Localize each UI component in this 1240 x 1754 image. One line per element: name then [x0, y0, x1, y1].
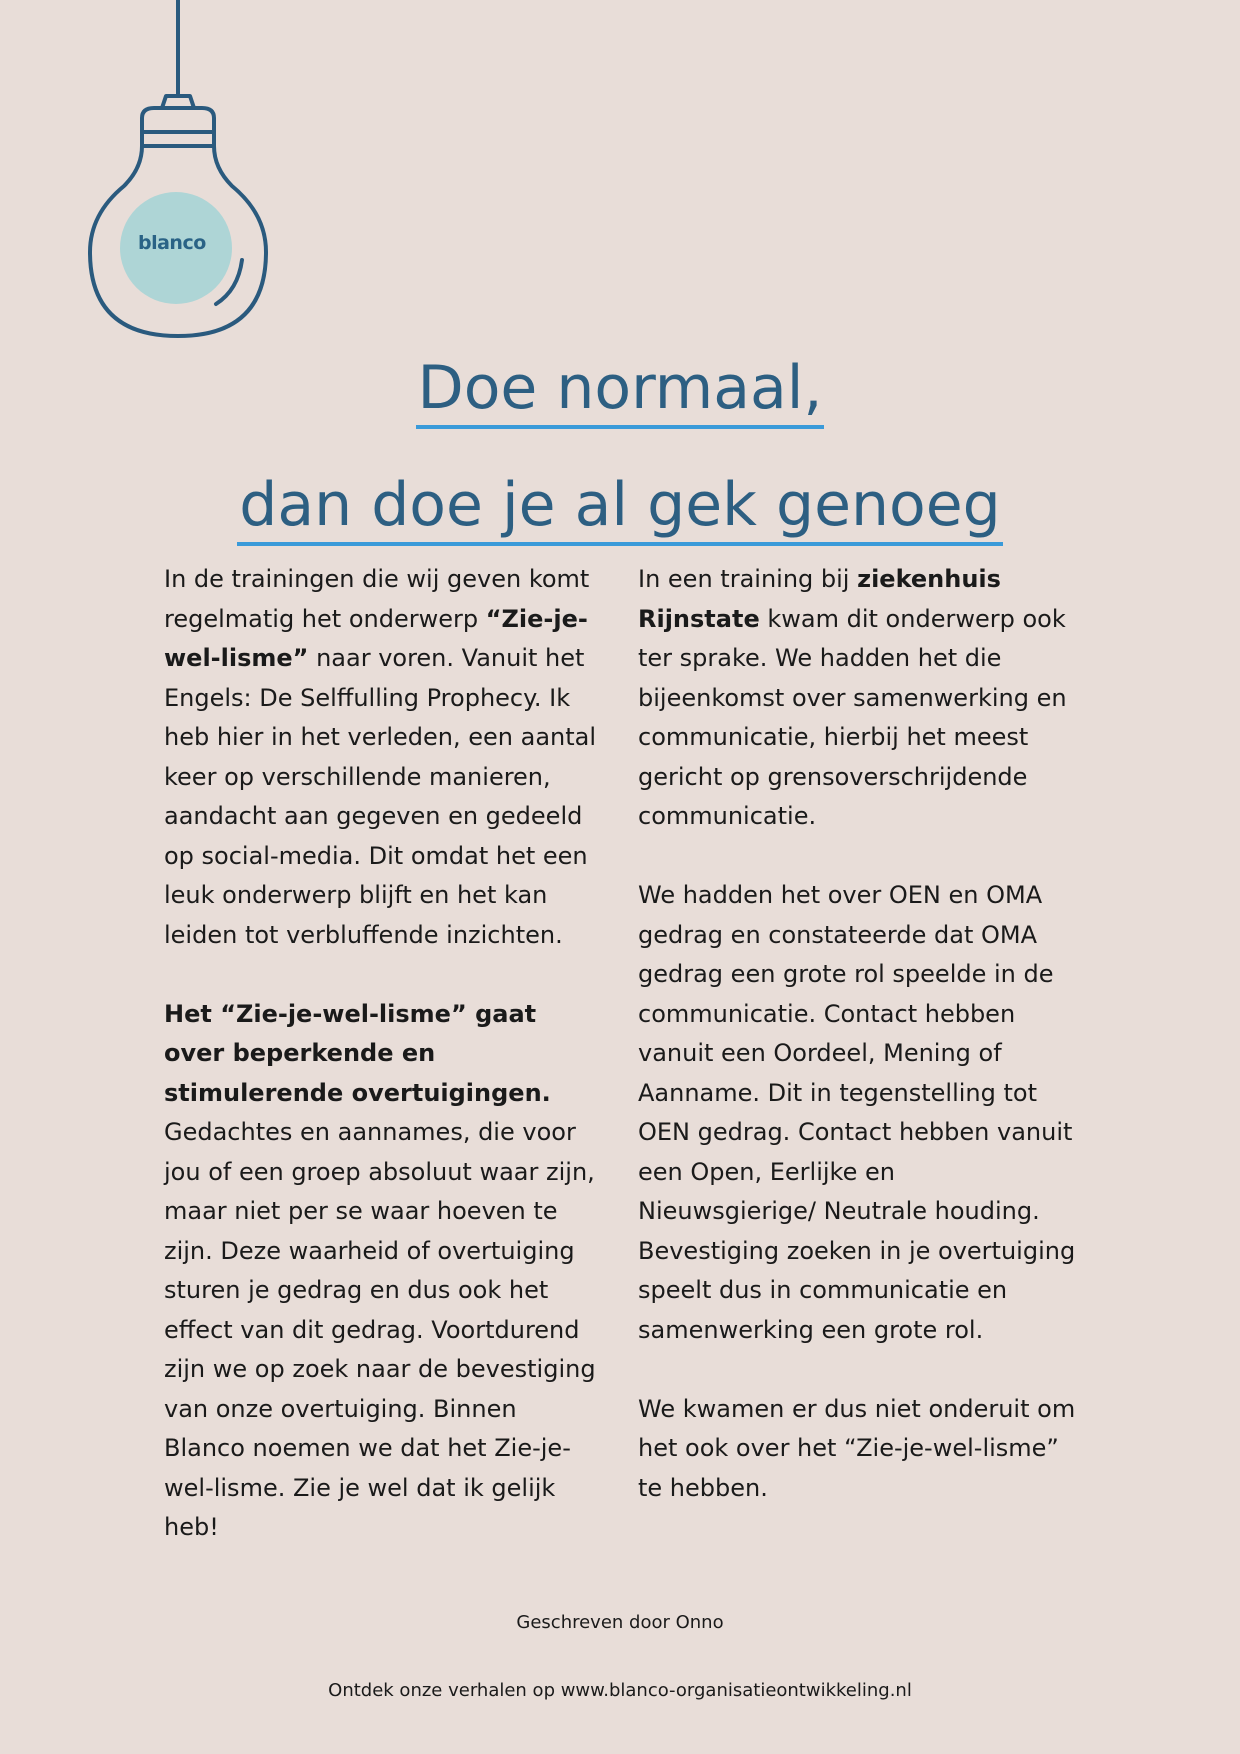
right-paragraph-1-pre: In een training bij	[638, 565, 850, 593]
title-line-2: dan doe je al gek genoeg	[237, 468, 1002, 546]
left-paragraph-1-bold: “Zie-je-wel-lisme”	[164, 604, 588, 672]
logo-text: blanco	[138, 232, 206, 254]
author-credit: Geschreven door Onno	[516, 1612, 724, 1633]
footer-link-text[interactable]: Ontdek onze verhalen op www.blanco-organisatieontwikkeling.nl	[328, 1680, 912, 1701]
right-paragraph-1	[638, 560, 1078, 837]
left-paragraph-2-bold: Het “Zie-je-wel-lisme” gaat over beperkende en stimulerende overtuigingen.	[164, 999, 551, 1107]
right-paragraph-2: We hadden het over OEN en OMA gedrag en constateerde dat OMA gedrag een grote rol speelde in de communicatie. Contact hebben vanuit een Oordeel, Mening of Aanname. Dit in tegenstelling tot OEN gedrag. Contact hebben vanuit een Open, Eerlijke en Nieuwsgierige/ Neutrale houding. Bevestiging zoeken in je overtuiging speelt dus in communicatie en samenwerking een grote rol.	[638, 881, 1076, 1344]
lightbulb-icon	[70, 0, 290, 350]
left-paragraph-1: In de trainingen die wij geven komt regelmatig het onderwerp “Zie-je-wel-lisme” naar voren. Vanuit het Engels: De Selffulling Prophecy. Ik heb hier in het verleden, een aantal keer op verschillende manieren, aandacht aan gegeven en gedeeld op social-media. Dit omdat het een leuk onderwerp blijft en het kan leiden tot verbluffende inzichten.	[164, 565, 597, 949]
left-column	[164, 560, 604, 1587]
right-paragraph-1-bold: ziekenhuis Rijnstate	[638, 565, 1001, 633]
right-paragraph-3: We kwamen er dus niet onderuit om het ook over het “Zie-je-wel-lisme” te hebben.	[638, 1394, 1076, 1502]
page-title	[0, 336, 1240, 557]
left-paragraph-2	[164, 995, 604, 1548]
right-paragraph-1-post: kwam dit onderwerp ook ter sprake. We hadden het die bijeenkomst over samenwerking en communicatie, hierbij het meest gericht op grensoverschrijdende communicatie.	[638, 604, 1067, 830]
right-column	[638, 560, 1078, 1548]
title-line-1: Doe normaal,	[416, 351, 825, 429]
left-paragraph-2-text: Gedachtes en aannames, die voor jou of een groep absoluut waar zijn, maar niet per se waar hoeven te zijn. Deze waarheid of overtuiging sturen je gedrag en dus ook het effect van dit gedrag. Voortdurend zijn we op zoek naar de bevestiging van onze overtuiging. Binnen Blanco noemen we dat het Zie-je-wel-lisme. Zie je wel dat ik gelijk heb!	[164, 1118, 596, 1541]
